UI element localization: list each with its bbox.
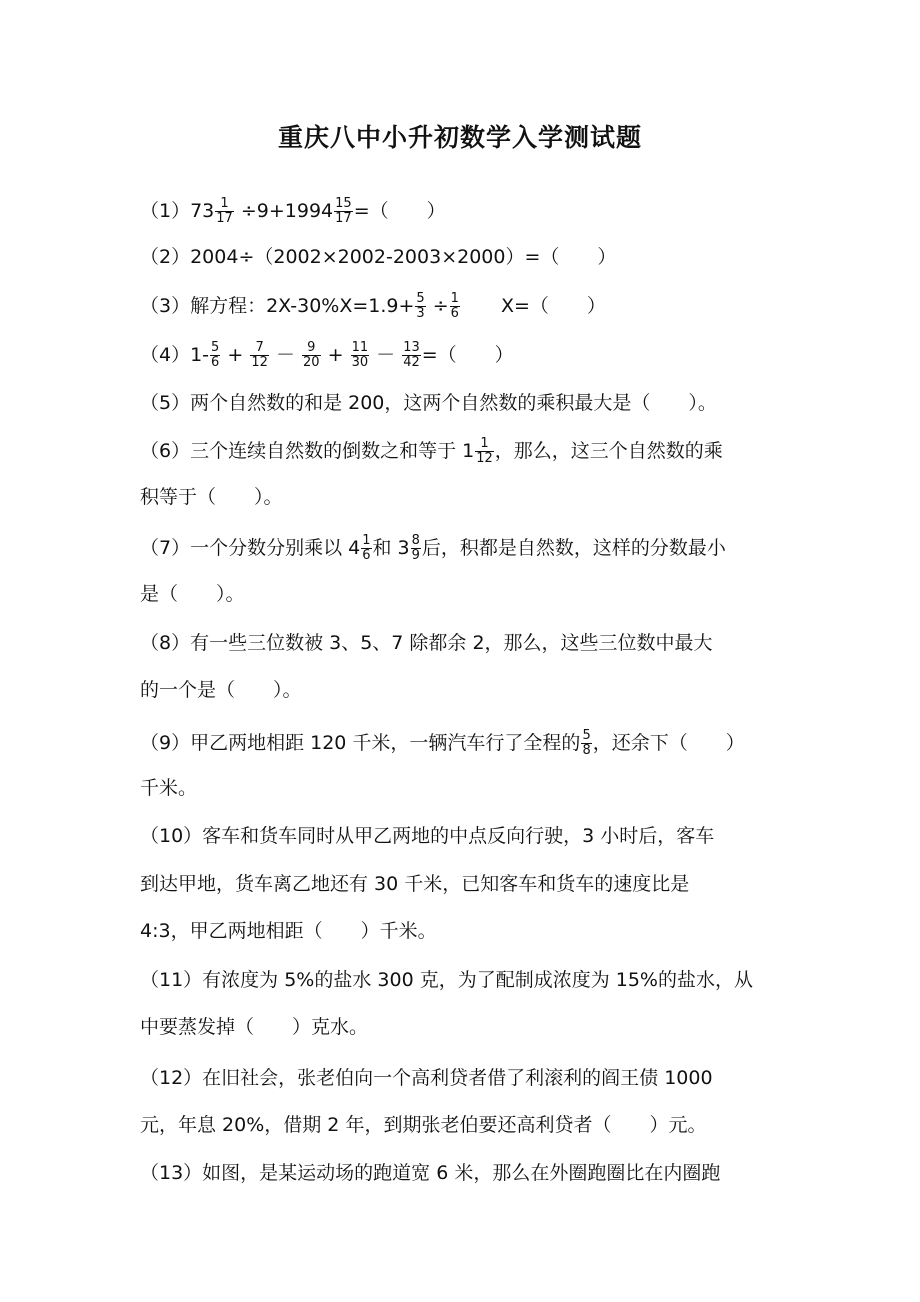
q1-text-c: =（ ） [353, 200, 446, 222]
q4-fraction-2 [250, 341, 269, 370]
q4-text-a: （4）1- [140, 344, 210, 366]
question-6-line-2: 积等于（ ）。 [140, 486, 283, 508]
q6-text-a: （6）三个连续自然数的倒数之和等于 1 [140, 440, 475, 462]
q4-operator-4: － [376, 344, 396, 366]
q6-f1-denominator: 12 [476, 451, 493, 466]
q9-fraction-1 [581, 729, 591, 758]
q4-f1-denominator: 6 [211, 355, 220, 370]
question-8-line-2: 的一个是（ ）。 [140, 679, 302, 701]
q3-f2-numerator: 1 [450, 291, 459, 306]
question-8-line-1: （8）有一些三位数被 3、5、7 除都余 2，那么，这些三位数中最大 [140, 632, 713, 654]
q3-f1-denominator: 3 [416, 306, 425, 321]
question-9-line-1 [140, 729, 790, 758]
question-11-line-1: （11）有浓度为 5%的盐水 300 克，为了配制成浓度为 15%的盐水，从 [140, 969, 753, 991]
q7-f1-denominator: 6 [362, 548, 371, 563]
question-4 [140, 341, 790, 370]
q7-fraction-2 [411, 534, 421, 563]
q7-f1-numerator: 1 [362, 533, 371, 548]
q1-fraction-1 [215, 197, 234, 226]
question-11-line-2: 中要蒸发掉（ ）克水。 [140, 1016, 369, 1038]
q7-text-a: （7）一个分数分别乘以 4 [140, 537, 361, 559]
q4-f3-numerator: 9 [302, 341, 321, 356]
question-9-line-2: 千米。 [140, 777, 198, 799]
question-7-line-2: 是（ ）。 [140, 583, 245, 605]
question-6-line-1 [140, 437, 790, 466]
q4-operator-2: － [275, 344, 295, 366]
q1-f1-denominator: 17 [216, 211, 233, 226]
q4-f2-denominator: 12 [251, 355, 268, 370]
q1-text-a: （1）73 [140, 200, 215, 222]
question-1 [140, 197, 790, 226]
q6-f1-numerator: 1 [475, 437, 494, 452]
q1-f2-numerator: 15 [335, 196, 352, 211]
q9-text-a: （9）甲乙两地相距 120 千米，一辆汽车行了全程的 [140, 732, 581, 754]
q4-fraction-5 [402, 341, 421, 370]
q7-f2-denominator: 9 [411, 548, 420, 563]
q4-operator-1: + [227, 344, 244, 366]
q4-f1-numerator: 5 [211, 340, 220, 355]
question-2: （2）2004÷（2002×2002-2003×2000）=（ ） [140, 246, 617, 268]
q4-fraction-1 [210, 341, 220, 370]
q1-fraction-2 [334, 197, 353, 226]
document-title: 重庆八中小升初数学入学测试题 [277, 123, 642, 152]
q7-f2-numerator: 8 [411, 533, 420, 548]
q4-text-c: =（ ） [421, 344, 514, 366]
q1-text-b: ÷9+1994 [240, 200, 334, 222]
q7-text-b: 和 3 [372, 537, 410, 559]
q3-text-a: （3）解方程：2X-30%X=1.9+ [140, 295, 415, 317]
q3-text-b: ÷ [432, 295, 449, 317]
q1-f1-numerator: 1 [215, 197, 234, 212]
q4-f2-numerator: 7 [250, 341, 269, 356]
q7-text-c: 后，积都是自然数，这样的分数最小 [421, 537, 726, 559]
q4-fraction-3 [302, 341, 321, 370]
question-10-line-1: （10）客车和货车同时从甲乙两地的中点反向行驶，3 小时后，客车 [140, 825, 715, 847]
q9-f1-numerator: 5 [582, 728, 591, 743]
q1-f2-denominator: 17 [335, 211, 352, 226]
question-13-line-1: （13）如图，是某运动场的跑道宽 6 米，那么在外圈跑圈比在内圈跑 [140, 1162, 721, 1184]
q4-fraction-4 [351, 341, 370, 370]
q3-fraction-2 [450, 292, 460, 321]
q3-text-c: X=（ ） [500, 295, 606, 317]
q6-text-b: ，那么，这三个自然数的乘 [494, 440, 723, 462]
question-12-line-2: 元，年息 20%，借期 2 年，到期张老伯要还高利贷者（ ）元。 [140, 1114, 707, 1136]
question-10-line-3: 4:3，甲乙两地相距（ ）千米。 [140, 920, 437, 942]
q4-f3-denominator: 20 [303, 355, 320, 370]
q3-fraction-1 [415, 292, 425, 321]
question-5: （5）两个自然数的和是 200，这两个自然数的乘积最大是（ ）。 [140, 392, 717, 414]
q4-f5-numerator: 13 [403, 340, 420, 355]
question-10-line-2: 到达甲地，货车离乙地还有 30 千米，已知客车和货车的速度比是 [140, 873, 690, 895]
q4-f4-denominator: 30 [351, 355, 369, 370]
question-12-line-1: （12）在旧社会，张老伯向一个高利贷者借了利滚利的阎王债 1000 [140, 1067, 713, 1089]
q7-fraction-1 [361, 534, 371, 563]
q6-fraction-1 [475, 437, 494, 466]
q4-operator-3: + [327, 344, 344, 366]
q3-f2-denominator: 6 [450, 306, 459, 321]
q4-f5-denominator: 42 [403, 355, 420, 370]
question-7-line-1 [140, 534, 790, 563]
q4-f4-numerator: 11 [351, 340, 369, 355]
question-3 [140, 292, 790, 321]
q3-f1-numerator: 5 [416, 291, 425, 306]
q9-text-b: ，还余下（ ） [592, 732, 745, 754]
q9-f1-denominator: 8 [582, 743, 591, 758]
